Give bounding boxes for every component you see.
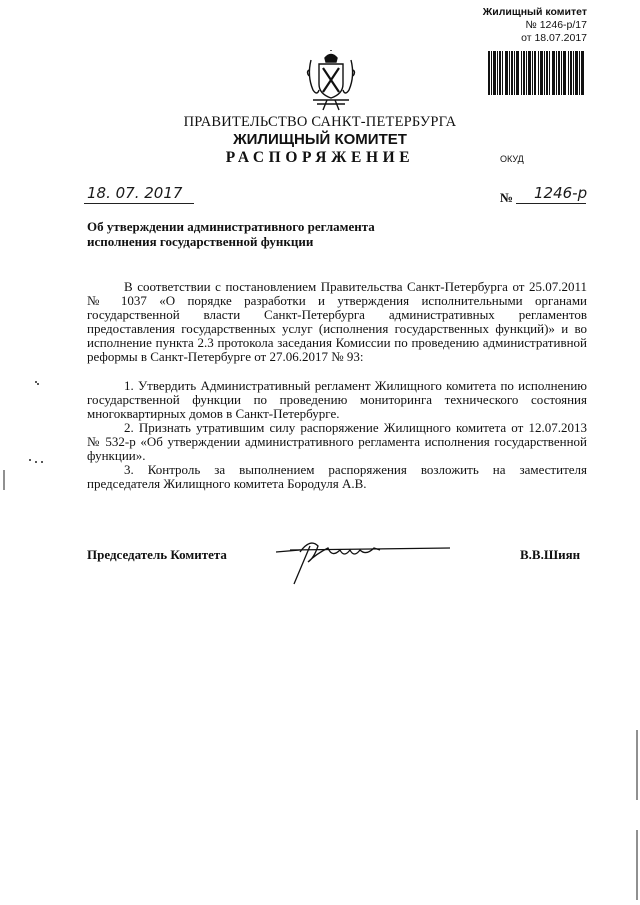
order-item-3: 3. Контроль за выполнением распоряжения возложить на заместителя председателя Жилищного комитета Бородуля А.В. (87, 462, 587, 491)
title-line-2: исполнения государственной функции (87, 234, 314, 249)
order-item-2: 2. Признать утратившим силу распоряжение Жилищного комитета от 12.07.2013 № 532-р «Об утверждении административного регламента исполнения государственной функции». (87, 420, 587, 463)
stamp-date: от 18.07.2017 (521, 32, 587, 44)
signatory-name: В.В.Шиян (520, 547, 581, 562)
handwritten-date: 18. 07. 2017 (87, 184, 183, 202)
stamp-org: Жилищный комитет (482, 6, 587, 18)
preamble-paragraph: В соответствии с постановлением Правительства Санкт-Петербурга от 25.07.2011 № 1037 «О порядке разработки и утверждения исполнительными органами государственной власти Санкт-Петербурга административных регламентов предоставления государственных услуг (исполнения государственных функций)» и во исполнение пункта 2.3 протокола заседания Комиссии по проведению административной реформы в Санкт-Петербурге от 27.06.2017 № 93: (87, 279, 587, 364)
government-name: ПРАВИТЕЛЬСТВО САНКТ-ПЕТЕРБУРГА (183, 114, 457, 130)
order-item-1: 1. Утвердить Административный регламент Жилищного комитета по исполнению государственной функции по проведению мониторинга технического состояния многоквартирных домов в Санкт-Петербурге. (87, 378, 587, 421)
title-line-1: Об утверждении административного регламента (87, 219, 375, 234)
number-label: № (500, 190, 514, 205)
handwritten-number: 1246-р (534, 184, 588, 202)
okud-label: ОКУД (500, 154, 524, 164)
document-type: РАСПОРЯЖЕНИЕ (225, 149, 415, 166)
committee-name: ЖИЛИЩНЫЙ КОМИТЕТ (233, 131, 407, 148)
stamp-number: № 1246-р/17 (525, 19, 587, 31)
signatory-position: Председатель Комитета (87, 547, 227, 562)
